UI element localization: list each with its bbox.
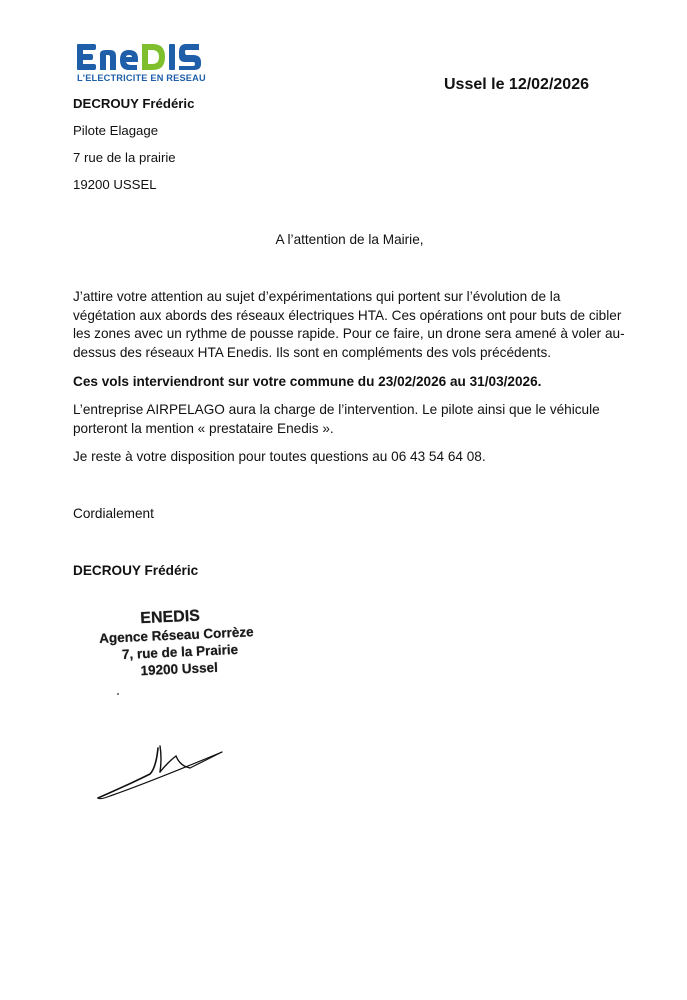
sender-city: 19200 USSEL — [73, 177, 157, 192]
body-paragraph-1 — [73, 288, 625, 362]
signatory-name: DECROUY Frédéric — [73, 563, 199, 578]
stamp-line-3: 7, rue de la Prairie — [121, 641, 239, 662]
handwritten-signature — [90, 738, 230, 804]
sender-street: 7 rue de la prairie — [73, 150, 176, 165]
paragraph-3-line: porteront la mention « prestataire Enedis ». — [73, 420, 334, 436]
stamp-line-1: ENEDIS — [139, 607, 201, 628]
signature-graphic — [90, 738, 230, 804]
body-paragraph-3 — [73, 401, 613, 438]
stamp-line-4: 19200 Ussel — [140, 659, 219, 679]
paragraph-1-line: végétation aux abords des réseaux électriques HTA. Ces opérations ont pour buts de cibler — [73, 307, 622, 323]
sender-role: Pilote Elagage — [73, 123, 159, 138]
recipient-attention: A l’attention de la Mairie, — [275, 232, 424, 247]
stamp-line-2: Agence Réseau Corrèze — [98, 624, 254, 646]
letter-date: Ussel le 12/02/2026 — [443, 76, 589, 93]
paragraph-1-line: les zones avec un rythme de pousse rapide. Pour ce faire, un drone sera amené à voler au- — [73, 326, 625, 341]
sender-name: DECROUY Frédéric — [73, 96, 195, 111]
flight-dates-notice: Ces vols interviendront sur votre commune du 23/02/2026 au 31/03/2026. — [73, 374, 542, 389]
paragraph-1-line: J’attire votre attention au sujet d’expérimentations qui portent sur l’évolution de la — [73, 289, 561, 304]
paragraph-1-line: dessus des réseaux HTA Enedis. Ils sont en compléments des vols précédents. — [73, 344, 552, 360]
company-stamp — [98, 605, 261, 692]
logo-wordmark-graphic — [75, 40, 205, 74]
paragraph-3-line: L’entreprise AIRPELAGO aura la charge de l’intervention. Le pilote ainsi que le véhicule — [73, 402, 600, 417]
logo-tagline: L'ELECTRICITE EN RESEAU — [77, 73, 206, 83]
enedis-logo — [75, 40, 210, 88]
contact-line: Je reste à votre disposition pour toutes questions au 06 43 54 64 08. — [73, 449, 486, 464]
closing: Cordialement — [73, 506, 154, 521]
stamp-dot — [117, 693, 119, 695]
